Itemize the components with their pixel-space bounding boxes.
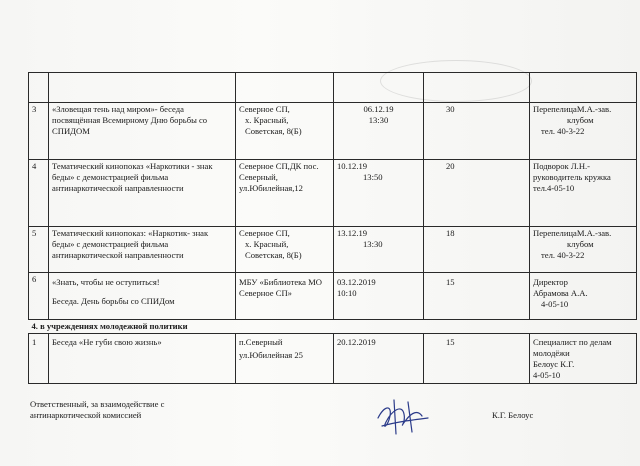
- table-row: [29, 160, 637, 227]
- signature-icon: [372, 396, 432, 436]
- count-cell: 20: [424, 160, 530, 227]
- count-cell: 15: [424, 334, 530, 384]
- row-number: 3: [29, 103, 49, 160]
- date-cell: 13.12.19 13:30: [334, 227, 424, 273]
- date-cell: 03.12.2019 10:10: [334, 273, 424, 320]
- responsible-cell: Директор Абрамова А.А. 4-05-10: [530, 273, 637, 320]
- place-cell: п.Северный ул.Юбилейная 25: [236, 334, 334, 384]
- section-heading-row: [29, 320, 637, 334]
- event-cell: Тематический кинопоказ: «Наркотик- знак беды» с демонстрацией фильма антинаркотической направленности: [49, 227, 236, 273]
- responsible-cell: ПерепелицаМ.А.-зав. клубом тел. 40-3-22: [530, 227, 637, 273]
- event-cell: «Знать, чтобы не оступиться! Беседа. День борьбы со СПИДом: [49, 273, 236, 320]
- count-cell: 18: [424, 227, 530, 273]
- row-number: 6: [29, 273, 49, 320]
- row-number: 4: [29, 160, 49, 227]
- footer-line-2: антинаркотической комиссией: [30, 410, 142, 420]
- place-cell: Северное СП, х. Красный, Советская, 8(Б): [236, 227, 334, 273]
- section-title: 4. в учреждениях молодежной политики: [29, 320, 637, 334]
- footer-responsible: [30, 399, 290, 421]
- table-row: [29, 227, 637, 273]
- table-row: [29, 273, 637, 320]
- event-cell: Беседа «Не губи свою жизнь»: [49, 334, 236, 384]
- date-cell: 06.12.19 13:30: [334, 103, 424, 160]
- footer-signer: К.Г. Белоус: [492, 410, 534, 420]
- responsible-cell: Специалист по делам молодёжи Белоус К.Г. 4-05-10: [530, 334, 637, 384]
- place-cell: Северное СП, х. Красный, Советская, 8(Б): [236, 103, 334, 160]
- events-table: [28, 72, 637, 384]
- row-number: 1: [29, 334, 49, 384]
- place-cell: МБУ «Библиотека МО Северное СП»: [236, 273, 334, 320]
- table-row-empty: [29, 73, 637, 103]
- date-cell: 20.12.2019: [334, 334, 424, 384]
- table-row: [29, 334, 637, 384]
- count-cell: 15: [424, 273, 530, 320]
- table-row: [29, 103, 637, 160]
- row-number: 5: [29, 227, 49, 273]
- responsible-cell: ПерепелицаМ.А.-зав. клубом тел. 40-3-22: [530, 103, 637, 160]
- count-cell: 30: [424, 103, 530, 160]
- place-cell: Северное СП,ДК пос. Северный, ул.Юбилейная,12: [236, 160, 334, 227]
- responsible-cell: Подворок Л.Н.- руководитель кружка тел.4-05-10: [530, 160, 637, 227]
- footer-line-1: Ответственный, за взаимодействие с: [30, 399, 165, 409]
- event-cell: Тематический кинопоказ «Наркотики - знак беды» с демонстрацией фильма антинаркотической направленности: [49, 160, 236, 227]
- date-cell: 10.12.19 13:50: [334, 160, 424, 227]
- event-cell: «Зловещая тень над миром»- беседа посвящённая Всемирному Дню борьбы со СПИДОМ: [49, 103, 236, 160]
